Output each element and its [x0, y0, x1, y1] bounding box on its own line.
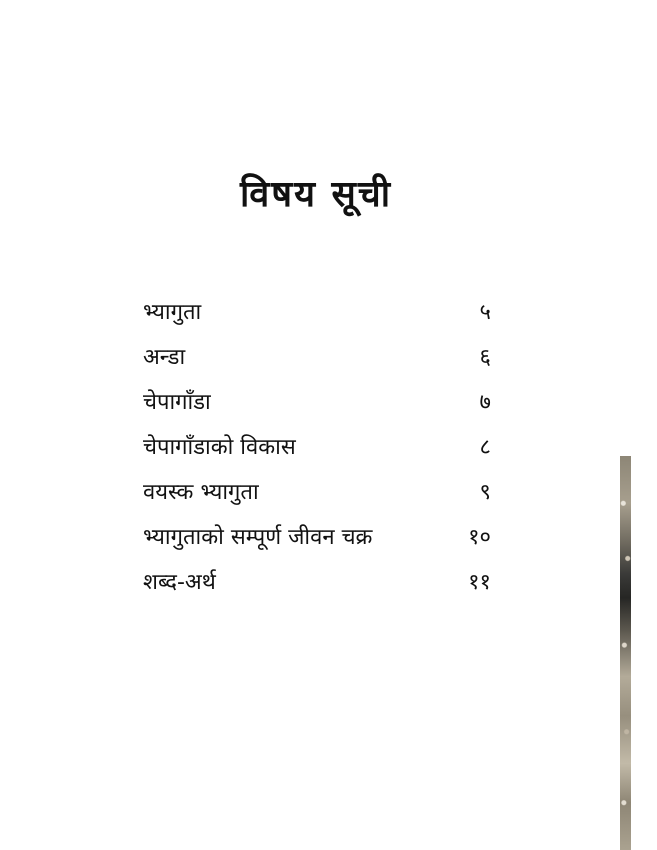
toc-entry-page: ७	[479, 390, 491, 415]
toc-entry-label: भ्यागुताको सम्पूर्ण जीवन चक्र	[143, 525, 373, 550]
toc-entry-label: शब्द-अर्थ	[143, 570, 216, 595]
toc-entry[interactable]	[143, 386, 491, 431]
toc-entry-page: ८	[479, 435, 491, 460]
toc-entry-label: चेपागाँडाको विकास	[143, 435, 296, 460]
toc-entry[interactable]	[143, 341, 491, 386]
toc-entry-label: अन्डा	[143, 345, 186, 370]
page-title: विषय सूची	[239, 174, 393, 215]
toc-entry-page: १०	[468, 525, 491, 550]
toc-entry[interactable]	[143, 566, 491, 611]
toc-entry[interactable]	[143, 296, 491, 341]
toc-entry-label: चेपागाँडा	[143, 390, 211, 415]
toc-entry-label: वयस्क भ्यागुता	[143, 480, 259, 505]
adjacent-page-photo-edge	[620, 456, 631, 850]
toc-entry-page: ५	[479, 300, 491, 325]
toc-entry-label: भ्यागुता	[143, 300, 202, 325]
table-of-contents	[143, 296, 491, 611]
toc-entry[interactable]	[143, 521, 491, 566]
toc-entry-page: ११	[468, 570, 491, 595]
toc-entry-page: ६	[479, 345, 491, 370]
toc-entry[interactable]	[143, 431, 491, 476]
toc-entry[interactable]	[143, 476, 491, 521]
toc-entry-page: ९	[479, 480, 491, 505]
